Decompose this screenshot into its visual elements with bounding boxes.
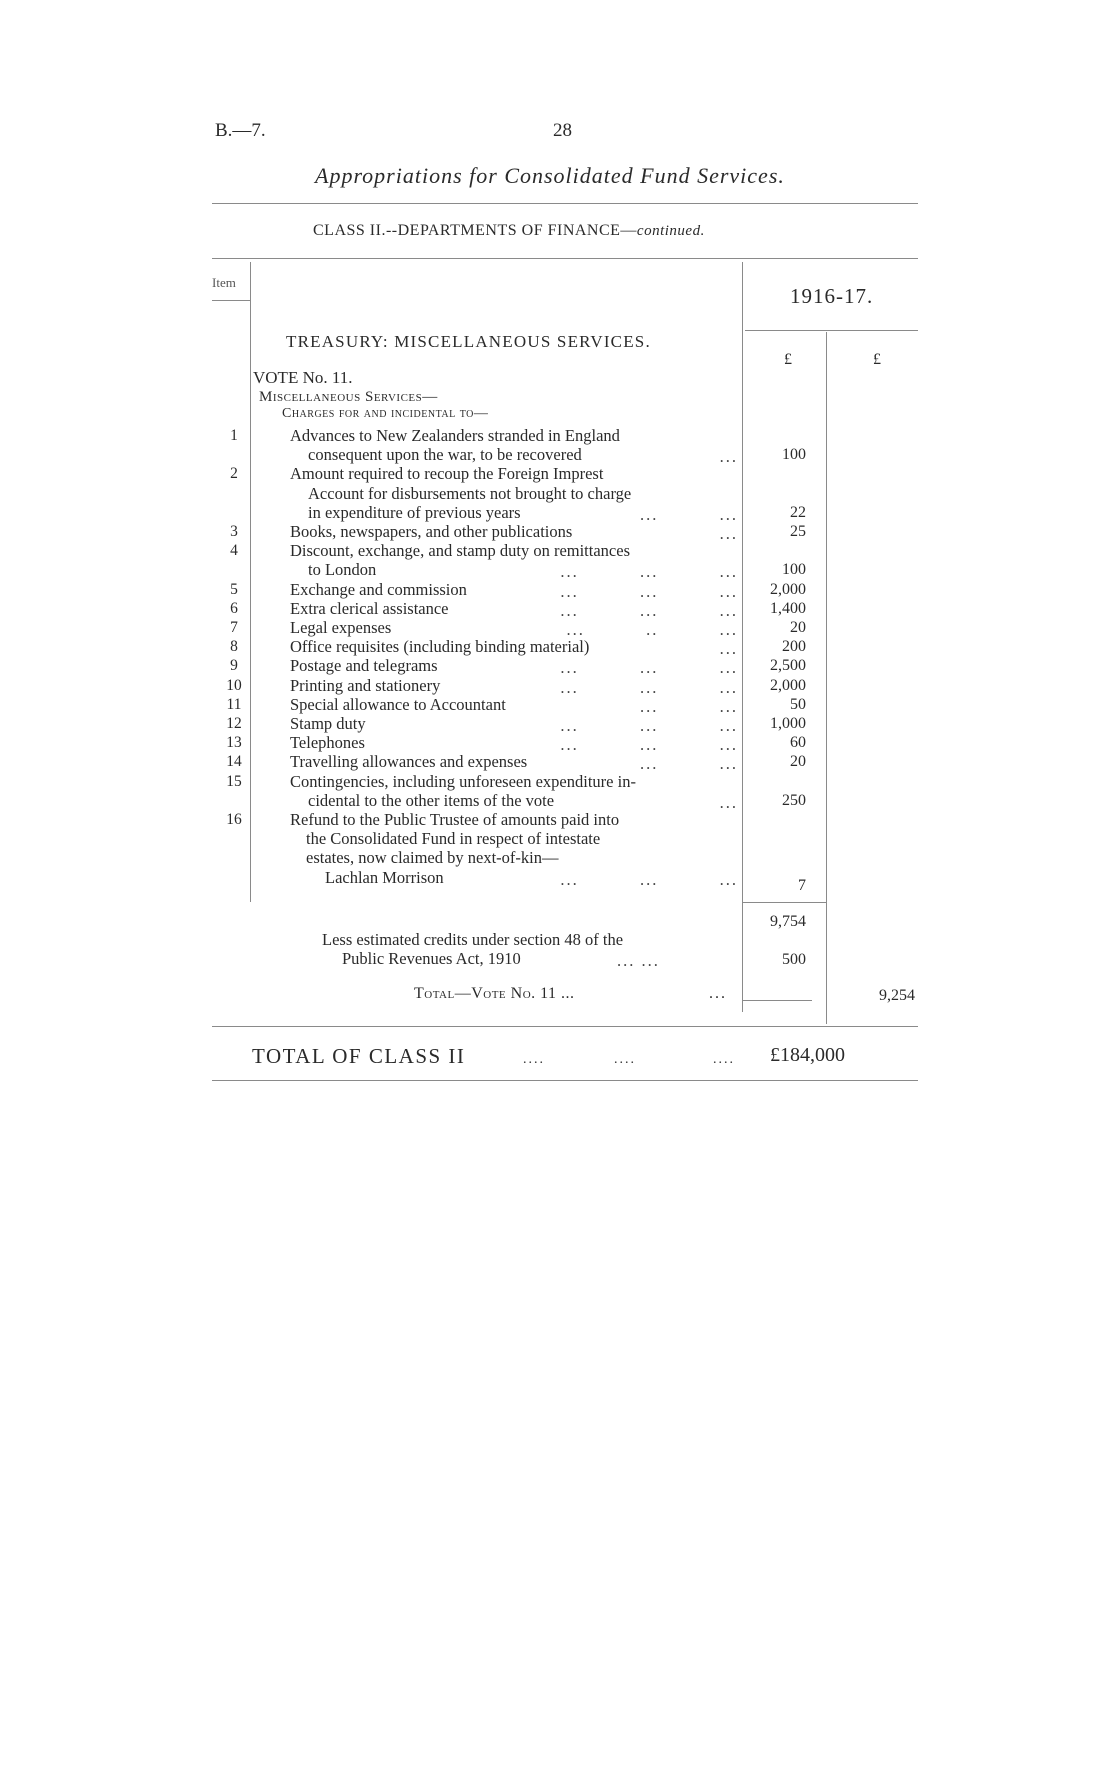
item-amount: 7 (798, 876, 806, 894)
item-amount: 25 (790, 523, 806, 540)
item-description: Printing and stationery (290, 675, 441, 695)
item-amount: 50 (790, 695, 806, 713)
item-amount: 100 (782, 561, 806, 579)
charges-heading: Charges for and incidental to— (282, 406, 489, 421)
item-amount: 2,000 (770, 676, 806, 694)
item-amount: 20 (790, 753, 806, 771)
item-description: Lachlan Morrison (325, 867, 444, 887)
item-number: 6 (230, 599, 238, 617)
less-credits-dots: ... ... (617, 951, 660, 970)
item-description: Refund to the Public Trustee of amounts paid into (290, 810, 620, 829)
document-code: B.—7. (215, 120, 266, 141)
item-number: 15 (226, 772, 242, 790)
item-number: 10 (226, 676, 242, 694)
item-description: Extra clerical assistance (290, 598, 449, 618)
leader-dots: ... ... (640, 696, 738, 716)
item-number: 13 (226, 734, 242, 752)
item-number: 14 (226, 753, 242, 771)
item-description: cidental to the other items of the vote (308, 790, 555, 810)
item-description: Books, newspapers, and other publications (290, 522, 573, 541)
item-description: Amount required to recoup the Foreign Imprest (290, 464, 604, 484)
leader-dots: ... ... ... (560, 677, 738, 697)
item-description: Telephones (290, 733, 365, 753)
item-number: 16 (226, 811, 242, 828)
leader-dots: ... ... ... (560, 735, 738, 755)
title-rule (212, 203, 918, 204)
item-number: 2 (230, 465, 238, 483)
item-amount: 20 (790, 619, 806, 636)
class-total-label: TOTAL OF CLASS II (252, 1044, 466, 1068)
item-description: Postage and telegrams (290, 656, 438, 676)
table-bottom-rule (212, 1026, 918, 1027)
item-amount: 2,000 (770, 580, 806, 598)
class-total-amount: £184,000 (770, 1044, 845, 1066)
class-total-dots-1: .... (523, 1052, 545, 1067)
vote-heading: VOTE No. 11. (253, 368, 353, 387)
item-amount: 60 (790, 734, 806, 752)
leader-dots: ... ... ... (560, 562, 738, 582)
leader-dots: ... (719, 792, 738, 812)
leader-dots: ... ... (640, 754, 738, 774)
leader-dots: ... ... ... (560, 600, 738, 620)
table-top-rule (212, 258, 918, 259)
amount-column-divider (826, 332, 827, 1024)
item-description: to London (308, 560, 377, 580)
currency-symbol-col2: £ (873, 351, 881, 368)
leader-dots: ... (719, 639, 738, 659)
item-header-rule (212, 300, 250, 301)
item-number: 1 (230, 427, 238, 444)
class-heading-text: CLASS II.--DEPARTMENTS OF FINANCE— (313, 222, 637, 239)
item-description: Discount, exchange, and stamp duty on remittances (290, 541, 630, 561)
item-description: Legal expenses (290, 618, 392, 637)
item-description: Advances to New Zealanders stranded in England (290, 426, 620, 445)
item-number: 3 (230, 523, 238, 540)
item-number: 7 (230, 619, 238, 636)
item-amount: 1,000 (770, 715, 806, 732)
item-amount: 2,500 (770, 657, 806, 675)
item-description: Contingencies, including unforeseen expenditure in- (290, 771, 636, 791)
item-amount: 200 (782, 638, 806, 656)
page-title: Appropriations for Consolidated Fund Services. (315, 163, 785, 188)
item-number: 9 (230, 657, 238, 675)
subtotal-amount: 9,754 (770, 913, 806, 930)
leader-dots: ... .. ... (566, 620, 738, 639)
item-description: consequent upon the war, to be recovered (308, 445, 582, 465)
class-heading (313, 222, 705, 240)
total-vote-label: Total—Vote No. 11 ... (414, 985, 575, 1002)
item-number: 4 (230, 542, 238, 560)
item-description: Account for disbursements not brought to charge (308, 483, 632, 503)
item-description: Exchange and commission (290, 579, 467, 599)
leader-dots: ... ... ... (560, 716, 738, 735)
item-column-header: Item (212, 275, 236, 290)
class-heading-suffix: continued. (636, 223, 705, 239)
less-credits-line-1: Less estimated credits under section 48 of the (322, 930, 624, 949)
item-description: the Consolidated Fund in respect of intestate (306, 829, 601, 849)
item-description: estates, now claimed by next-of-kin— (306, 848, 559, 868)
section-heading: TREASURY: MISCELLANEOUS SERVICES. (286, 332, 651, 351)
year-header: 1916-17. (790, 284, 874, 308)
item-number: 12 (226, 715, 242, 732)
total-vote-rule (742, 1000, 812, 1001)
description-column-divider (742, 262, 743, 1012)
leader-dots: ... ... (640, 504, 738, 524)
item-number: 11 (226, 695, 242, 713)
class-total-dots-2: .... (614, 1052, 636, 1067)
subtotal-rule (742, 902, 826, 903)
class-total-rule (212, 1080, 918, 1081)
item-amount: 100 (782, 446, 806, 464)
leader-dots: ... ... ... (560, 658, 738, 678)
item-description: in expenditure of previous years (308, 502, 521, 522)
item-number: 8 (230, 638, 238, 656)
year-rule (745, 330, 918, 331)
less-credits-line-2: Public Revenues Act, 1910 (342, 949, 521, 968)
item-description: Travelling allowances and expenses (290, 752, 528, 772)
leader-dots: ... ... ... (560, 581, 738, 601)
less-credits-amount: 500 (782, 951, 806, 968)
leader-dots: ... (719, 524, 738, 543)
item-amount: 1,400 (770, 599, 806, 617)
item-amount: 250 (782, 791, 806, 809)
page-number: 28 (553, 120, 572, 141)
subhead: Miscellaneous Services— (259, 389, 438, 405)
leader-dots: ... (719, 447, 738, 467)
class-total-dots-3: .... (713, 1052, 735, 1067)
leader-dots: ... ... ... (560, 869, 738, 889)
item-amount: 22 (790, 503, 806, 521)
item-column-divider (250, 262, 251, 902)
item-description: Special allowance to Accountant (290, 694, 506, 714)
currency-symbol-col1: £ (784, 351, 792, 368)
item-number: 5 (230, 580, 238, 598)
total-vote-dots: ... (709, 985, 727, 1002)
item-description: Stamp duty (290, 714, 366, 733)
item-description: Office requisites (including binding material) (290, 637, 590, 657)
total-vote-amount: 9,254 (879, 987, 915, 1004)
